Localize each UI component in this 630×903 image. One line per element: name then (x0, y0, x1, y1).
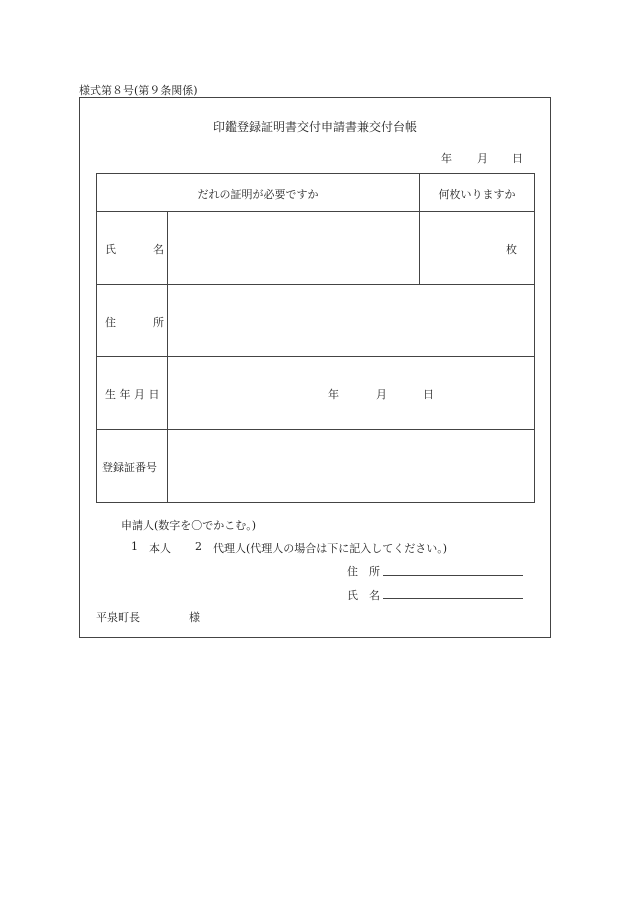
table-rule (97, 429, 534, 430)
agent-name-label: 氏 名 (347, 589, 380, 602)
option-2-number: 2 (195, 540, 202, 553)
addressee-honorific: 様 (189, 611, 200, 624)
addressee-mayor: 平泉町長 (96, 611, 140, 624)
option-1-number: 1 (131, 540, 138, 553)
table-rule (97, 211, 534, 212)
header-how-many: 何枚いりますか (438, 188, 516, 201)
option-2-label: 代理人(代理人の場合は下に記入してください。) (213, 542, 448, 555)
applicant-heading: 申請人(数字を〇でかこむ。) (121, 519, 257, 532)
option-1-label: 本人 (149, 542, 171, 555)
name-label-1: 氏 (105, 243, 116, 256)
name-label-2: 名 (153, 243, 164, 256)
table-rule (167, 211, 168, 502)
address-label-1: 住 (105, 316, 116, 329)
dob-day-label: 日 (423, 388, 434, 401)
certificate-table (96, 173, 535, 503)
date-day-label: 日 (512, 152, 523, 165)
form-label: 様式第８号(第９条関係) (79, 84, 198, 97)
address-label-2: 所 (153, 316, 164, 329)
agent-address-line (383, 575, 523, 576)
date-year-label: 年 (441, 152, 452, 165)
agent-address-label: 住 所 (347, 565, 380, 578)
dob-label: 生 年 月 日 (105, 388, 160, 401)
dob-year-label: 年 (328, 388, 339, 401)
table-rule (97, 356, 534, 357)
document-title: 印鑑登録証明書交付申請書兼交付台帳 (212, 120, 417, 134)
agent-name-line (383, 598, 523, 599)
registration-number-label: 登録証番号 (102, 461, 157, 474)
header-whose-certificate: だれの証明が必要ですか (197, 188, 319, 201)
date-month-label: 月 (477, 152, 488, 165)
count-unit-label: 枚 (506, 243, 517, 256)
table-rule (97, 284, 534, 285)
dob-month-label: 月 (376, 388, 387, 401)
